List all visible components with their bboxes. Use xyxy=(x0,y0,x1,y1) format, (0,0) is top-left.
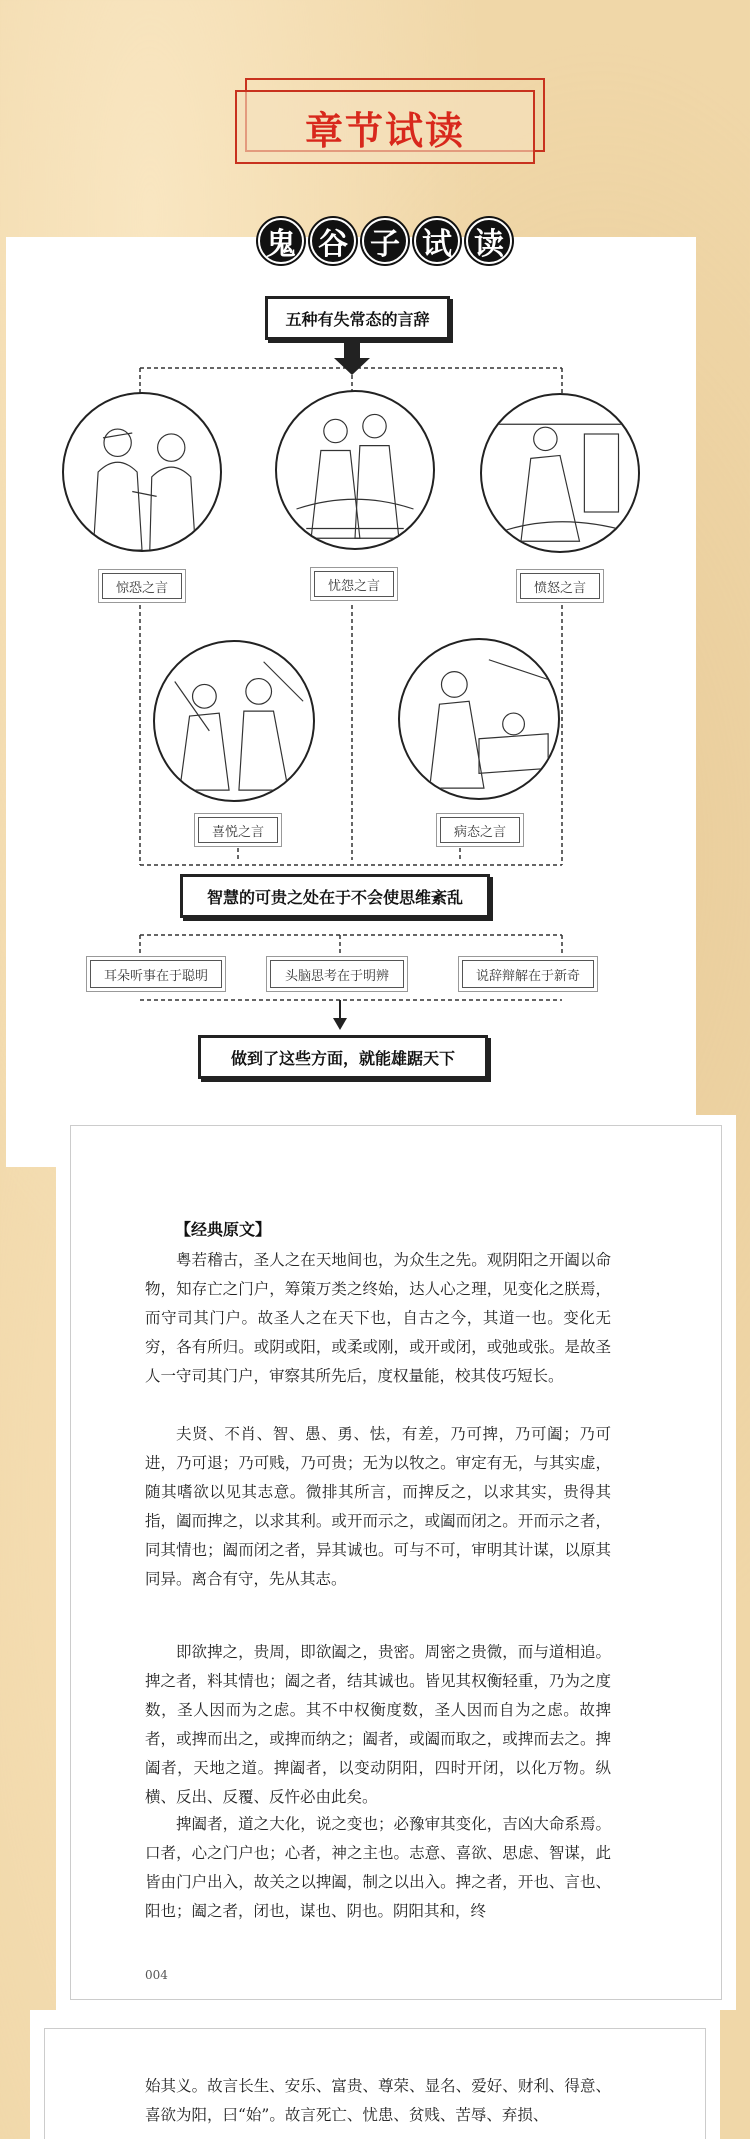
subtitle-char: 读 xyxy=(466,218,512,264)
page-number: 004 xyxy=(145,1968,168,1982)
paragraph-3: 即欲捭之，贵周，即欲阖之，贵密。周密之贵微，而与道相追。捭之者，料其情也；阖之者，结其诚也。皆见其权衡轻重，乃为之度数，圣人因而为之虑。其不中权衡度数，圣人因而自为之虑。故捭者，或捭而出之，或捭而纳之；阖者，或阖而取之，或捭而去之。捭阖者，天地之道。捭阖者，以变动阴阳，四时开闭，以化万物。纵横、反出、反覆、反忤必由此矣。 xyxy=(145,1643,611,1806)
frightened-figures-icon xyxy=(64,394,220,550)
subtitle-char: 试 xyxy=(414,218,460,264)
bottom-box: 做到了这些方面，就能雄踞天下 xyxy=(198,1035,488,1079)
top-box: 五种有失常态的言辞 xyxy=(265,296,450,340)
illustration-frightened xyxy=(62,392,222,552)
paragraph-2: 夫贤、不肖、智、愚、勇、怯，有差，乃可捭，乃可阖；乃可进，乃可退；乃可贱，乃可贵；无为以牧之。审定有无，与其实虚，随其嗜欲以见其志意。微排其所言，而捭反之，以求其实，贵得其指，阖而捭之，以求其利。或开而示之，或阖而闭之。开而示之者，同其情也；阖而闭之者，异其诚也。可与不可，审明其计谋，以原其同异。离合有守，先从其志。 xyxy=(145,1425,611,1588)
label-joyful: 喜悦之言 xyxy=(198,817,278,843)
section-title: 【经典原文】 xyxy=(175,1220,272,1239)
subtitle-char: 子 xyxy=(362,218,408,264)
page-title: 章节试读 xyxy=(304,108,465,153)
paragraph-1: 粤若稽古，圣人之在天地间也，为众生之先。观阴阳之开阖以命物，知存亡之门户，筹策万类之终始，达人心之理，见变化之朕焉，而守司其门户。故圣人之在天下也，自古之今，其道一也。变化无穷，各有所归。或阴或阳，或柔或刚，或开或闭，或弛或张。是故圣人一守司其门户，审察其所先后，度权量能，校其伎巧短长。 xyxy=(145,1251,611,1385)
illustration-angry xyxy=(480,393,640,553)
worried-figures-icon xyxy=(277,392,433,548)
joyful-battle-icon xyxy=(155,642,313,800)
label-frightened: 惊恐之言 xyxy=(102,573,182,599)
label-thinking: 头脑思考在于明辨 xyxy=(270,960,404,988)
illustration-worried xyxy=(275,390,435,550)
sick-figures-icon xyxy=(400,640,558,798)
illustration-sick xyxy=(398,638,560,800)
subtitle-char: 鬼 xyxy=(258,218,304,264)
label-sick: 病态之言 xyxy=(440,817,520,843)
label-hearing: 耳朵听事在于聪明 xyxy=(90,960,222,988)
label-angry: 愤怒之言 xyxy=(520,573,600,599)
middle-box: 智慧的可贵之处在于不会使思维紊乱 xyxy=(180,874,490,918)
label-speech: 说辞辩解在于新奇 xyxy=(462,960,594,988)
subtitle-char: 谷 xyxy=(310,218,356,264)
angry-figure-icon xyxy=(482,395,638,551)
label-worried: 忧怨之言 xyxy=(314,571,394,597)
illustration-joyful xyxy=(153,640,315,802)
paragraph-4: 捭阖者，道之大化，说之变也；必豫审其变化，吉凶大命系焉。口者，心之门户也；心者，神之主也。志意、喜欲、思虑、智谋，此皆由门户出入，故关之以捭阖，制之以出入。捭之者，开也、言也、阳也；阖之者，闭也，谋也、阴也。阴阳其和，终 xyxy=(145,1815,611,1920)
paragraph-continued: 始其义。故言长生、安乐、富贵、尊荣、显名、爱好、财利、得意、喜欲为阳，曰“始”。故言死亡、忧患、贫贱、苦辱、弃损、 xyxy=(145,2077,611,2124)
